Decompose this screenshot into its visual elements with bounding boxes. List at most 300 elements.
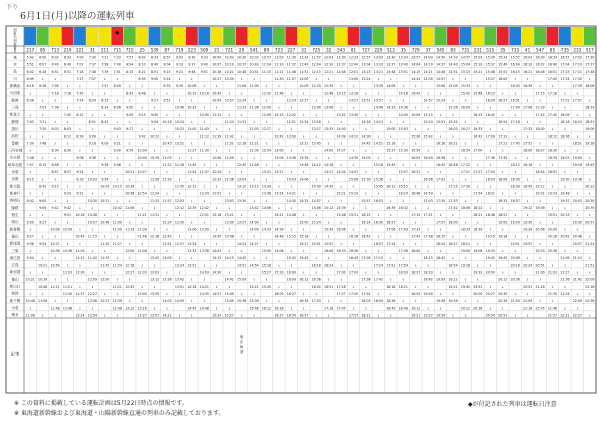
time-cell: 12:36 xyxy=(224,177,234,182)
train-header-cell xyxy=(86,27,98,45)
station-name: 豊橋 xyxy=(11,141,19,146)
time-cell: 8:09 xyxy=(113,84,121,89)
pass-mark: ↓ xyxy=(115,134,119,139)
time-cell: 11:21 xyxy=(274,69,284,74)
pass-mark: ↓ xyxy=(364,112,368,117)
pass-mark: ↓ xyxy=(414,205,418,210)
pass-mark: ↓ xyxy=(165,191,169,196)
time-cell: 19:12 xyxy=(411,306,421,311)
time-cell: 17:06 xyxy=(386,227,396,232)
pass-mark: ↓ xyxy=(352,148,355,153)
pass-mark: ↓ xyxy=(352,105,355,110)
pass-mark: ↓ xyxy=(314,134,318,139)
time-cell: 19:24 xyxy=(547,191,558,196)
time-cell: 14:36 xyxy=(398,105,408,110)
pass-mark: ↓ xyxy=(576,248,579,253)
time-cell: 14:18 xyxy=(187,284,197,289)
time-cell: 19:18 xyxy=(460,263,471,268)
pass-mark: ↓ xyxy=(277,184,281,189)
time-cell: 13:57 xyxy=(149,313,160,318)
time-cell: 12:30 xyxy=(174,220,185,225)
time-cell: 12:09 xyxy=(299,84,309,89)
time-cell: 17:45 xyxy=(336,306,346,311)
pass-mark: ↓ xyxy=(140,127,144,132)
pass-mark: ↓ xyxy=(476,163,480,168)
train-number: 547 xyxy=(536,47,545,53)
time-cell: 14:30 xyxy=(212,270,222,275)
time-cell: 16:21 xyxy=(411,170,421,175)
pass-mark: ↓ xyxy=(41,134,44,139)
time-cell: 7:27 xyxy=(76,77,84,82)
time-cell: 9:30 xyxy=(188,55,196,60)
pass-mark: ↓ xyxy=(588,291,592,296)
time-cell: 16:21 xyxy=(523,69,533,74)
time-cell: 13:27 xyxy=(137,313,147,318)
time-cell: 18:27 xyxy=(535,148,545,153)
train-header-cell xyxy=(124,27,136,45)
time-cell: 14:27 xyxy=(336,148,346,153)
pass-mark: ↓ xyxy=(128,220,132,225)
pass-mark: ↓ xyxy=(401,98,405,103)
time-cell: 20:00 xyxy=(473,291,483,296)
time-cell: 18:54 xyxy=(535,170,545,175)
pass-mark: ↓ xyxy=(227,127,231,132)
pass-mark: ↓ xyxy=(115,198,119,203)
pass-mark: ↓ xyxy=(91,191,94,196)
time-cell: 16:33 xyxy=(473,127,483,132)
time-cell: 16:15 xyxy=(473,112,483,117)
time-cell: 14:57 xyxy=(460,55,471,60)
pass-mark: ↓ xyxy=(501,170,505,175)
time-cell: 6:18 xyxy=(39,69,47,74)
time-cell: 10:48 xyxy=(125,191,135,196)
pass-mark: ↓ xyxy=(202,198,206,203)
time-cell: 14:24 xyxy=(411,77,421,82)
pass-mark: ↓ xyxy=(78,105,82,110)
train-number: 217 xyxy=(26,47,35,53)
time-cell: 14:09 xyxy=(174,299,185,304)
train-header-cell xyxy=(261,27,273,45)
time-cell: 13:15 xyxy=(249,184,259,189)
time-cell: 20:18 xyxy=(510,263,520,268)
train-header-cell xyxy=(447,27,459,45)
time-cell: 18:33 xyxy=(498,198,508,203)
pass-mark: ↓ xyxy=(401,141,405,146)
pass-mark: ↓ xyxy=(377,313,380,318)
time-cell: 17:10 xyxy=(572,62,582,67)
station-name: 小倉 xyxy=(11,306,19,311)
time-cell: 16:42 xyxy=(398,205,408,210)
time-cell: 7:00 xyxy=(76,55,84,60)
time-cell: 13:33 xyxy=(398,55,408,60)
pass-mark: ↓ xyxy=(526,120,529,125)
pass-mark: ↓ xyxy=(103,112,107,117)
time-cell: 8:24 xyxy=(101,105,109,110)
time-cell: 15:09 xyxy=(224,299,234,304)
time-cell: 14:12 xyxy=(311,163,321,168)
pass-mark: ↓ xyxy=(202,241,206,246)
pass-mark: ↓ xyxy=(513,213,517,218)
time-cell: 11:09 xyxy=(112,227,122,232)
time-cell: 18:48 xyxy=(398,306,408,311)
pass-mark: ↓ xyxy=(488,284,492,289)
time-cell: 18:45 xyxy=(523,184,533,189)
time-cell: 13:21 xyxy=(224,213,234,218)
time-cell: 9:15 xyxy=(51,184,59,189)
pass-mark: ↓ xyxy=(588,98,592,103)
time-cell: 21:00 xyxy=(535,270,545,275)
time-cell: 11:06 xyxy=(149,177,160,182)
pass-mark: ↓ xyxy=(451,270,455,275)
time-cell: 11:54 xyxy=(187,170,197,175)
pass-mark: ↓ xyxy=(91,127,94,132)
pass-mark: ↓ xyxy=(78,205,82,210)
time-cell: 18:15 xyxy=(423,256,433,261)
time-cell: 8:03 xyxy=(138,55,146,60)
pass-mark: ↓ xyxy=(128,163,132,168)
time-cell: 12:36 xyxy=(87,299,97,304)
time-cell: 16:06 xyxy=(324,248,334,253)
train-number: 211 xyxy=(100,47,109,53)
time-cell: 7:30 xyxy=(26,141,34,146)
train-number: 32 xyxy=(325,47,332,53)
time-cell: 13:18 xyxy=(137,306,147,311)
train-header-cell xyxy=(497,27,509,45)
time-cell: 7:03 xyxy=(39,105,47,110)
row-header-label: 車 xyxy=(13,42,17,47)
time-cell: 7:39 xyxy=(101,69,109,74)
pass-mark: ↓ xyxy=(128,84,132,89)
pass-mark: ↓ xyxy=(588,177,592,182)
time-cell: 13:37 xyxy=(386,62,396,67)
time-cell: 15:40 xyxy=(498,62,508,67)
time-cell: 13:09 xyxy=(199,227,209,232)
time-cell: 9:09 xyxy=(39,205,47,210)
pass-mark: ↓ xyxy=(364,91,368,96)
time-cell: 17:51 xyxy=(523,141,533,146)
time-cell: 12:33 xyxy=(311,84,321,89)
time-cell: 19:39 xyxy=(535,205,545,210)
pass-mark: ↓ xyxy=(66,141,69,146)
time-cell: 19:57 xyxy=(523,241,533,246)
pass-mark: ↓ xyxy=(41,177,44,182)
time-cell: 11:45 xyxy=(174,184,185,189)
time-cell: 11:51 xyxy=(149,213,160,218)
pass-mark: ↓ xyxy=(551,84,554,89)
time-cell: 16:57 xyxy=(560,55,570,60)
pass-mark: ↓ xyxy=(28,112,32,117)
pass-mark: ↓ xyxy=(464,155,467,160)
pass-mark: ↓ xyxy=(165,91,169,96)
time-cell: 17:54 xyxy=(361,291,371,296)
pass-mark: ↓ xyxy=(464,234,467,239)
time-cell: 18:27 xyxy=(448,241,458,246)
time-cell: 15:03 xyxy=(398,127,408,132)
time-cell: 9:21 xyxy=(113,141,121,146)
time-cell: 18:39 xyxy=(473,227,483,232)
time-cell: 9:51 xyxy=(163,98,171,103)
time-cell: 12:40 xyxy=(348,62,359,67)
train-number: 513 xyxy=(386,47,395,53)
train-number: 35 xyxy=(400,47,406,53)
time-cell: 18:03 xyxy=(361,299,371,304)
pass-mark: ↓ xyxy=(302,306,306,311)
time-cell: 12:57 xyxy=(361,55,371,60)
pass-mark: ↓ xyxy=(190,220,194,225)
time-cell: 15:39 xyxy=(324,227,334,232)
pass-mark: ↓ xyxy=(227,227,231,232)
pass-mark: ↓ xyxy=(451,77,455,82)
time-cell: 14:15 xyxy=(411,69,421,74)
time-cell: 10:15 xyxy=(187,91,197,96)
time-cell: 9:09 xyxy=(26,220,34,225)
pass-mark: ↓ xyxy=(364,270,368,275)
time-cell: 11:30 xyxy=(199,148,209,153)
pass-mark: ↓ xyxy=(551,241,554,246)
pass-mark: ↓ xyxy=(252,77,256,82)
time-cell: 9:54 xyxy=(39,241,47,246)
time-cell: 14:12 xyxy=(212,256,222,261)
pass-mark: ↓ xyxy=(302,170,306,175)
time-cell: 7:51 xyxy=(113,69,121,74)
pass-mark: ↓ xyxy=(128,241,132,246)
time-cell: 13:24 xyxy=(174,263,185,268)
time-cell: 10:39 xyxy=(125,184,135,189)
pass-mark: ↓ xyxy=(327,120,330,125)
time-cell: 21:09 xyxy=(560,256,570,261)
pass-mark: ↓ xyxy=(302,112,306,117)
pass-mark: ↓ xyxy=(501,205,505,210)
time-cell: 12:39 xyxy=(324,84,334,89)
pass-mark: ↓ xyxy=(53,220,57,225)
pass-mark: ↓ xyxy=(202,84,206,89)
time-cell: 8:39 xyxy=(76,134,84,139)
time-cell: 19:39 xyxy=(448,299,458,304)
time-cell: 17:15 xyxy=(560,69,570,74)
time-cell: 16:21 xyxy=(448,141,458,146)
time-cell: 17:36 xyxy=(361,277,371,282)
time-cell: 11:03 xyxy=(75,248,85,253)
time-cell: 9:09 xyxy=(126,112,134,117)
pass-mark: ↓ xyxy=(277,105,281,110)
time-cell: 15:00 xyxy=(299,220,309,225)
train-number: 721 xyxy=(225,47,234,53)
pass-mark: ↓ xyxy=(240,191,243,196)
time-cell: 8:57 xyxy=(63,170,72,175)
pass-mark: ↓ xyxy=(140,241,144,246)
time-cell: 13:39 xyxy=(299,155,309,160)
pass-mark: ↓ xyxy=(501,248,505,253)
time-cell: 12:51 xyxy=(286,120,296,125)
time-cell: 12:00 xyxy=(261,105,272,110)
pass-mark: ↓ xyxy=(339,277,343,282)
time-cell: 19:45 xyxy=(585,163,595,168)
pass-mark: ↓ xyxy=(265,98,268,103)
pass-mark: ↓ xyxy=(551,105,554,110)
time-cell: 6:02 xyxy=(26,69,34,74)
time-cell: 16:54 xyxy=(423,191,433,196)
time-cell: 11:33 xyxy=(125,227,135,232)
row-header-label: 名 xyxy=(13,35,17,40)
time-cell: 11:42 xyxy=(100,263,110,268)
time-cell: 20:30 xyxy=(498,291,508,296)
time-cell: 16:15 xyxy=(361,213,371,218)
time-cell: 16:36 xyxy=(348,248,359,253)
footer-note-2: ※ 東海道新幹線および東海道・山陽新幹線直通の列車のみ記載しております。 xyxy=(14,410,225,417)
time-cell: 10:57 xyxy=(261,55,272,60)
time-cell: 17:15 xyxy=(411,213,421,218)
time-cell: 10:48 xyxy=(87,213,97,218)
pass-mark: ↓ xyxy=(426,184,430,189)
time-cell: 19:51 xyxy=(510,241,520,246)
time-cell: 20:09 xyxy=(547,227,558,232)
pass-mark: ↓ xyxy=(327,313,330,318)
pass-mark: ↓ xyxy=(227,248,231,253)
time-cell: 11:48 xyxy=(286,69,296,74)
time-cell: 20:30 xyxy=(585,198,595,203)
pass-mark: ↓ xyxy=(513,170,517,175)
time-cell: 19:54 xyxy=(435,313,446,318)
pass-mark: ↓ xyxy=(115,234,119,239)
time-cell: 8:15 xyxy=(26,177,34,182)
time-cell: 9:45 xyxy=(150,112,159,117)
time-cell: 9:24 xyxy=(76,170,84,175)
train-header-cell xyxy=(136,27,148,45)
pass-mark: ↓ xyxy=(28,248,32,253)
pass-mark: ↓ xyxy=(377,234,380,239)
time-cell: 14:00 xyxy=(249,220,259,225)
pass-mark: ↓ xyxy=(153,170,156,175)
time-cell: 15:51 xyxy=(435,120,446,125)
pass-mark: ↓ xyxy=(265,220,268,225)
pass-mark: ↓ xyxy=(252,120,256,125)
time-cell: 15:27 xyxy=(261,270,272,275)
time-cell: 15:36 xyxy=(448,105,458,110)
pass-mark: ↓ xyxy=(302,191,306,196)
time-cell: 16:57 xyxy=(299,313,309,318)
station-name: 広島 xyxy=(11,263,19,268)
pass-mark: ↓ xyxy=(364,127,368,132)
pass-mark: ↓ xyxy=(202,163,206,168)
time-cell: 16:10 xyxy=(523,62,533,67)
pass-mark: ↓ xyxy=(488,241,492,246)
pass-mark: ↓ xyxy=(426,284,430,289)
time-cell: 18:33 xyxy=(423,270,433,275)
pass-mark: ↓ xyxy=(240,112,243,117)
pass-mark: ↓ xyxy=(91,170,94,175)
pass-mark: ↓ xyxy=(252,234,256,239)
train-number: 233 xyxy=(573,47,582,53)
pass-mark: ↓ xyxy=(240,313,243,318)
time-cell: 9:00 xyxy=(126,105,134,110)
time-cell: 8:03 xyxy=(51,127,59,132)
time-cell: 15:12 xyxy=(324,205,334,210)
train-number: 83 xyxy=(450,47,456,53)
time-cell: 10:30 xyxy=(87,198,97,203)
time-cell: 14:48 xyxy=(435,69,446,74)
pass-mark: ↓ xyxy=(290,205,293,210)
pass-mark: ↓ xyxy=(178,313,181,318)
time-cell: 14:39 xyxy=(274,227,284,232)
time-cell: 18:30 xyxy=(510,177,520,182)
time-cell: 13:30 xyxy=(149,291,160,296)
train-number: 517 xyxy=(585,47,594,53)
time-cell: 14:33 xyxy=(448,55,458,60)
pass-mark: ↓ xyxy=(28,134,32,139)
time-cell: 10:33 xyxy=(174,127,185,132)
time-cell: 8:12 xyxy=(76,112,84,117)
time-cell: 8:48 xyxy=(138,91,146,96)
time-cell: 9:54 xyxy=(126,148,134,153)
time-cell: 10:45 xyxy=(199,112,209,117)
station-name: 浜松 xyxy=(11,134,19,139)
pass-mark: ↓ xyxy=(563,284,567,289)
time-cell: 14:03 xyxy=(212,248,222,253)
station-name: 新岩国 xyxy=(9,270,21,275)
pass-mark: ↓ xyxy=(401,120,405,125)
time-cell: 12:27 xyxy=(87,291,97,296)
time-cell: 15:09 xyxy=(411,112,421,117)
time-cell: 15:48 xyxy=(249,306,259,311)
time-cell: 14:51 xyxy=(448,69,458,74)
pass-mark: ↓ xyxy=(551,263,554,268)
time-cell: 13:57 xyxy=(237,220,247,225)
time-cell: 11:33 xyxy=(100,256,110,261)
time-cell: 13:27 xyxy=(348,98,359,103)
train-header-cell xyxy=(547,27,559,45)
pass-mark: ↓ xyxy=(476,263,480,268)
train-header-cell xyxy=(186,27,198,45)
time-cell: 10:03 xyxy=(87,177,97,182)
time-cell: 16:48 xyxy=(535,69,545,74)
time-cell: 15:33 xyxy=(460,84,471,89)
time-cell: 11:57 xyxy=(75,291,85,296)
time-cell: 7:18 xyxy=(51,91,59,96)
pass-mark: ↓ xyxy=(265,241,268,246)
pass-mark: ↓ xyxy=(252,313,256,318)
train-number: 219 xyxy=(63,47,72,53)
time-cell: 15:18 xyxy=(299,234,309,239)
time-cell: 21:48 xyxy=(547,306,558,311)
pass-mark: ↓ xyxy=(551,184,554,189)
time-cell: 19:45 xyxy=(460,284,471,289)
time-cell: 12:03 xyxy=(324,55,334,60)
pass-mark: ↓ xyxy=(327,299,330,304)
pass-mark: ↓ xyxy=(414,163,418,168)
time-cell: 21:24 xyxy=(585,241,595,246)
station-name: 新富士 xyxy=(9,112,21,117)
pass-mark: ↓ xyxy=(576,191,579,196)
time-cell: 10:18 xyxy=(212,69,222,74)
pass-mark: ↓ xyxy=(414,84,418,89)
time-cell: 15:06 xyxy=(435,84,446,89)
time-cell: 9:03 xyxy=(113,127,121,132)
pass-mark: ↓ xyxy=(265,277,268,282)
pass-mark: ↓ xyxy=(28,227,32,232)
pass-mark: ↓ xyxy=(128,277,132,282)
pass-mark: ↓ xyxy=(115,313,119,318)
time-cell: 16:54 xyxy=(286,313,296,318)
pass-mark: ↓ xyxy=(165,170,169,175)
time-cell: 13:10 xyxy=(373,62,383,67)
pass-mark: ↓ xyxy=(178,155,181,160)
pass-mark: ↓ xyxy=(488,148,492,153)
pass-mark: ↓ xyxy=(302,270,306,275)
pass-mark: ↓ xyxy=(153,284,156,289)
pass-mark: ↓ xyxy=(538,120,542,125)
pass-mark: ↓ xyxy=(576,213,579,218)
pass-mark: ↓ xyxy=(240,170,243,175)
